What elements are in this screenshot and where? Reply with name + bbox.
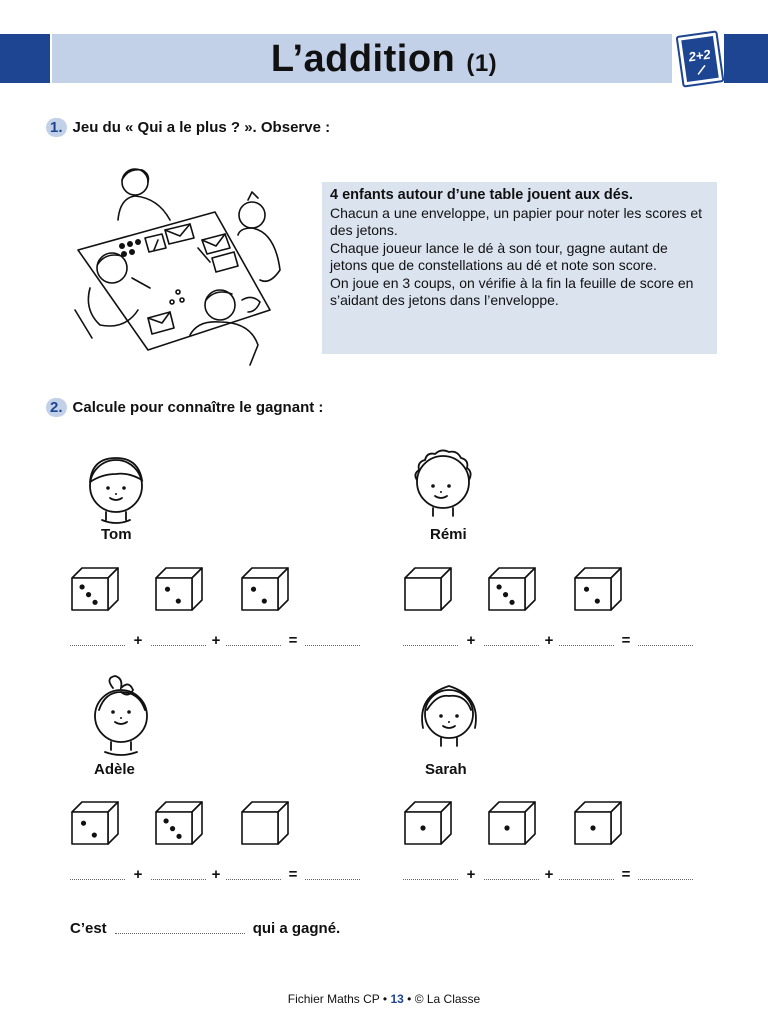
answer-blank[interactable] — [484, 635, 539, 646]
die-icon — [240, 566, 290, 612]
children-playing-dice-illustration — [70, 160, 300, 375]
die-icon — [240, 800, 290, 846]
addition-equation — [403, 866, 693, 883]
addition-equation — [403, 632, 693, 649]
player-name: Rémi — [430, 526, 467, 543]
page-footer — [0, 992, 768, 1006]
answer-blank[interactable] — [559, 635, 614, 646]
addition-equation — [70, 632, 360, 649]
page-title — [0, 38, 768, 81]
equals-sign: = — [288, 632, 298, 649]
winner-answer-blank[interactable] — [115, 923, 245, 934]
plus-sign: + — [544, 866, 554, 883]
description-line: Chacun a une enveloppe, un papier pour noter les scores et des jetons. — [330, 204, 703, 238]
exercise-1-number: 1. — [46, 118, 67, 137]
description-lead: 4 enfants autour d’une table jouent aux dés. — [330, 187, 633, 203]
answer-blank[interactable] — [70, 635, 125, 646]
die-icon — [487, 800, 537, 846]
winner-sentence — [70, 920, 340, 937]
sum-answer-blank[interactable] — [305, 635, 360, 646]
sum-answer-blank[interactable] — [305, 869, 360, 880]
exercise-1-text: Jeu du « Qui a le plus ? ». Observe : — [72, 119, 331, 136]
die-icon — [70, 800, 120, 846]
answer-blank[interactable] — [226, 635, 281, 646]
player-name: Tom — [101, 526, 132, 543]
winner-sentence-start: C’est — [70, 920, 107, 937]
die-icon — [154, 800, 204, 846]
title-number: (1) — [466, 50, 498, 77]
answer-blank[interactable] — [226, 869, 281, 880]
child-face-4 — [413, 676, 485, 762]
plus-sign: + — [133, 632, 143, 649]
equals-sign: = — [621, 866, 631, 883]
addition-badge-icon — [676, 30, 724, 88]
die-icon — [573, 566, 623, 612]
game-description-box — [322, 182, 717, 354]
winner-sentence-end: qui a gagné. — [252, 920, 341, 937]
child-face-2 — [405, 446, 477, 532]
exercise-1-heading — [46, 118, 330, 137]
answer-blank[interactable] — [151, 869, 206, 880]
footer-page-number: 13 — [390, 992, 404, 1006]
plus-sign: + — [133, 866, 143, 883]
description-line: On joue en 3 coups, on vérifie à la fin la feuille de score en s’aidant des jetons dans l’enveloppe. — [330, 274, 694, 308]
player-name: Adèle — [94, 761, 135, 778]
footer-left: Fichier Maths CP • — [287, 992, 388, 1006]
child-face-1 — [80, 448, 152, 534]
addition-equation — [70, 866, 360, 883]
die-icon — [487, 566, 537, 612]
die-icon — [403, 566, 453, 612]
exercise-2-number: 2. — [46, 398, 67, 417]
description-line: Chaque joueur lance le dé à son tour, gagne autant de jetons que de constellations au dé et note son score. — [330, 239, 668, 273]
die-icon — [573, 800, 623, 846]
sum-answer-blank[interactable] — [638, 635, 693, 646]
footer-right: • © La Classe — [407, 992, 481, 1006]
sum-answer-blank[interactable] — [638, 869, 693, 880]
answer-blank[interactable] — [559, 869, 614, 880]
answer-blank[interactable] — [151, 635, 206, 646]
answer-blank[interactable] — [70, 869, 125, 880]
player-name: Sarah — [425, 761, 467, 778]
answer-blank[interactable] — [403, 869, 458, 880]
equals-sign: = — [288, 866, 298, 883]
title-text: L’addition — [270, 38, 456, 80]
plus-sign: + — [544, 632, 554, 649]
exercise-2-text: Calcule pour connaître le gagnant : — [72, 399, 324, 416]
exercise-2-heading — [46, 398, 323, 417]
equals-sign: = — [621, 632, 631, 649]
die-icon — [403, 800, 453, 846]
plus-sign: + — [466, 632, 476, 649]
plus-sign: + — [211, 632, 221, 649]
die-icon — [154, 566, 204, 612]
die-icon — [70, 566, 120, 612]
answer-blank[interactable] — [403, 635, 458, 646]
plus-sign: + — [211, 866, 221, 883]
plus-sign: + — [466, 866, 476, 883]
badge-text: 2+2 — [687, 46, 712, 65]
answer-blank[interactable] — [484, 869, 539, 880]
child-face-3 — [85, 672, 157, 758]
